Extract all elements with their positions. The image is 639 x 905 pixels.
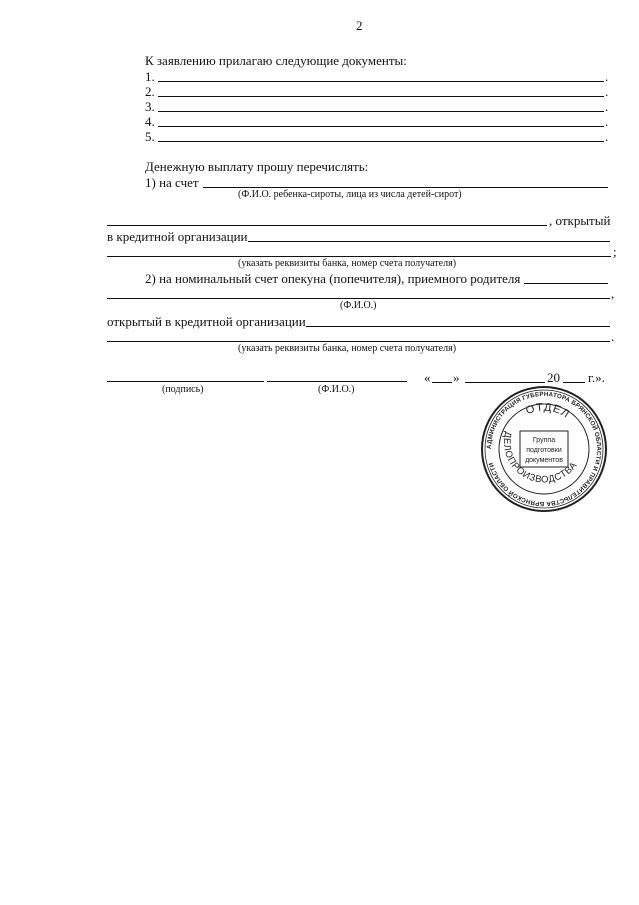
stamp-top-text: ОТДЕЛ	[524, 401, 572, 421]
guardian-fio-line-a[interactable]	[524, 283, 608, 284]
signature-label: (подпись)	[162, 384, 204, 395]
attachment-number-2: 2.	[145, 84, 155, 99]
bank-details-hint: (указать реквизиты банка, номер счета получателя)	[238, 258, 457, 269]
attachment-number-3: 3.	[145, 99, 155, 114]
line-end-comma: ,	[611, 286, 615, 301]
credit-org-line[interactable]	[248, 241, 610, 242]
date-close-quote: »	[453, 370, 460, 385]
guardian-fio-hint: (Ф.И.О.)	[340, 300, 377, 311]
attachment-number-5: 5.	[145, 129, 155, 144]
date-month-line[interactable]	[465, 382, 545, 383]
option-2-label: 2) на номинальный счет опекуна (попечителя), приемного родителя	[145, 271, 521, 286]
guardian-bank-details-hint: (указать реквизиты банка, номер счета получателя)	[238, 343, 457, 354]
account-line[interactable]	[107, 225, 547, 226]
option-1-label: 1) на счет	[145, 175, 199, 190]
date-day-line[interactable]	[432, 382, 452, 383]
line-end-dot: .	[605, 69, 609, 84]
date-open-quote: «	[424, 370, 431, 385]
line-end-dot: .	[605, 114, 609, 129]
stamp-side-text: ДЕЛОПРОИЗВОДСТВА	[500, 430, 580, 486]
signature-fio-label: (Ф.И.О.)	[318, 384, 355, 395]
stamp-ring-text: АДМИНИСТРАЦИЯ ГУБЕРНАТОРА БРЯНСКОЙ ОБЛАСТИ И ПРАВИТЕЛЬСТВА БРЯНСКОЙ ОБЛАСТИ	[485, 390, 603, 508]
line-end-dot: .	[605, 84, 609, 99]
attachments-title: К заявлению прилагаю следующие документы:	[145, 53, 407, 68]
bank-details-line[interactable]	[107, 256, 611, 257]
child-fio-hint: (Ф.И.О. ребенка-сироты, лица из числа детей-сирот)	[238, 189, 462, 200]
attachment-line-2[interactable]	[158, 96, 604, 97]
attachment-line-1[interactable]	[158, 81, 604, 82]
line-end-semicolon: ;	[613, 244, 617, 259]
date-year-line[interactable]	[563, 382, 585, 383]
stamp-center-line-2: подготовки	[526, 447, 562, 454]
attachment-number-1: 1.	[145, 69, 155, 84]
signature-line[interactable]	[107, 381, 264, 382]
line-end-dot: .	[605, 99, 609, 114]
attachment-number-4: 4.	[145, 114, 155, 129]
attachment-line-5[interactable]	[158, 141, 604, 142]
child-fio-line[interactable]	[203, 187, 608, 188]
guardian-fio-line-b[interactable]	[107, 298, 610, 299]
payment-title: Денежную выплату прошу перечислять:	[145, 159, 369, 174]
official-stamp	[480, 385, 608, 513]
line-end-dot: .	[605, 129, 609, 144]
stamp-center-line-3: документов	[525, 457, 563, 464]
page-number: 2	[356, 18, 363, 33]
signature-fio-line[interactable]	[267, 381, 407, 382]
opened-credit-org-label: открытый в кредитной организации	[107, 314, 306, 329]
opened-label: , открытый	[549, 213, 611, 228]
guardian-bank-details-line[interactable]	[107, 341, 610, 342]
credit-org-label: в кредитной организации	[107, 229, 248, 244]
guardian-credit-org-line[interactable]	[306, 326, 610, 327]
attachment-line-4[interactable]	[158, 126, 604, 127]
date-year-prefix: 20	[547, 370, 560, 385]
date-year-suffix: г.».	[588, 370, 605, 385]
line-end-dot: .	[611, 329, 615, 344]
attachment-line-3[interactable]	[158, 111, 604, 112]
stamp-center-line-1: Группа	[532, 437, 556, 444]
